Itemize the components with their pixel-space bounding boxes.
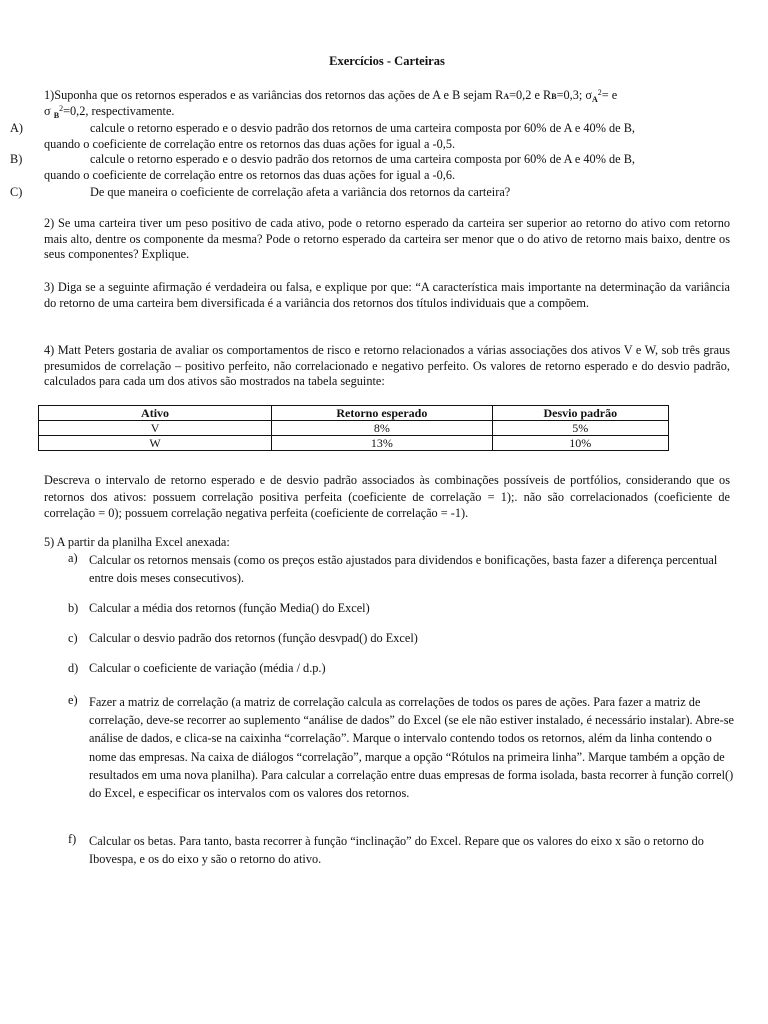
table-header-desvio: Desvio padrão [492,406,668,421]
q1-item-a-line1: calcule o retorno esperado e o desvio padrão dos retornos de uma carteira composta por 60% de A e 40% de B, [90,121,635,135]
q1-item-b-line2: quando o coeficiente de correlação entre os retornos das duas ações for igual a -0,6. [44,168,456,182]
table-cell: W [39,436,272,451]
table-row [39,436,669,451]
table-cell: V [39,421,272,436]
table-cell: 5% [492,421,668,436]
table-cell: 10% [492,436,668,451]
q5-item-c-text: Calcular o desvio padrão dos retornos (função desvpad() do Excel) [89,631,418,645]
sigma-a-superscript: 2 [597,88,602,97]
q1-item-b-label: B) [10,152,23,166]
asset-table [38,405,669,451]
sigma-b-subscript: B [53,111,60,120]
q5-item-f-text: Calcular os betas. Para tanto, basta recorrer à função “inclinação” do Excel. Repare que os valores do eixo x são o retorno do Ibovespa, e os do eixo y são o retorno do ativo. [89,834,704,866]
q5-item-d-text: Calcular o coeficiente de variação (média / d.p.) [89,661,326,675]
q5-item-b-text: Calcular a média dos retornos (função Media() do Excel) [89,601,370,615]
table-header-row [39,406,669,421]
table-row [39,421,669,436]
q5-intro: 5) A partir da planilha Excel anexada: [44,535,230,549]
q5-item-e-marker: e) [68,693,78,707]
rb-subscript: B [551,92,557,101]
sigma-b-value: =0,2, respectivamente. [63,104,175,118]
q1-item-b-line1: calcule o retorno esperado e o desvio padrão dos retornos de uma carteira composta por 60% de A e 40% de B, [90,152,635,166]
q1-item-a-label: A) [10,121,23,135]
sigma-b-superscript: 2 [59,104,64,113]
document-title: Exercícios - Carteiras [329,54,445,68]
q5-item-c-marker: c) [68,631,78,645]
q1-intro-text: 1)Suponha que os retornos esperados e as variâncias dos retornos das ações de A e B sejam R [44,88,504,102]
q4-text: 4) Matt Peters gostaria de avaliar os comportamentos de risco e retorno relacionados a várias associações dos ativos V e W, sob três graus presumidos de correlação – positivo perfeito, não correlacionado e negativo perfeito. Os valores de retorno esperado e do desvio padrão, calculados para cada um dos ativos são mostrados na tabela seguinte: [44,343,730,388]
q5-item-b-marker: b) [68,601,79,615]
rb-value: =0,3; σ [556,88,592,102]
q5-item-a-marker: a) [68,551,78,565]
q5-item-f-marker: f) [68,832,77,846]
ra-value: =0,2 e R [509,88,552,102]
sigma-a-subscript: A [592,95,598,104]
q5-item-a-text: Calcular os retornos mensais (como os preços estão ajustados para dividendos e bonificações, basta fazer a diferença percentual entre dois meses consecutivos). [89,553,718,585]
ra-subscript: A [503,92,510,101]
q1-intro-line2 [44,104,730,121]
q1-item-c-label: C) [10,185,23,199]
table-header-ativo: Ativo [39,406,272,421]
q1-item-c-line1: De que maneira o coeficiente de correlação afeta a variância dos retornos da carteira? [90,185,511,199]
table-cell: 8% [272,421,493,436]
table-cell: 13% [272,436,493,451]
table-header-retorno: Retorno esperado [272,406,493,421]
q2-text: 2) Se uma carteira tiver um peso positivo de cada ativo, pode o retorno esperado da carteira ser superior ao retorno do ativo com retorno mais alto, dentre os componente da mesma? Pode o retorno esperado da carteira ser menor que o do ativo de retorno mais baixo, dentre os seus componentes? Explique. [44,216,730,261]
sigma-a-value: = e [601,88,618,102]
q5-item-e-text: Fazer a matriz de correlação (a matriz de correlação calcula as correlações de todos os pares de ações. Para fazer a matriz de correlação, deve-se recorrer ao suplemento “análise de dados” do Excel (se ele não estiver instalado, é necessário instalar). Abre-se análise de dados, e clica-se na caixinha “correlação”. Marque o intervalo contendo todos os retornos, além da linha contendo o nome das empresas. Na caixa de diálogos “correlação”, marque a opção “Rótulos na primeira linha”. Marque também a opção de resultados em uma nova planilha). Para calcular a correlação entre duas empresas de forma isolada, basta recorrer à função correl() do Excel, e especificar os intervalos com os valores dos retornos. [89,695,734,801]
q4-after-text: Descreva o intervalo de retorno esperado e de desvio padrão associados às combinações possíveis de portfólios, considerando que os retornos dos ativos: possuem correlação positiva perfeita (coeficiente de correlação = 1);. não são correlacionados (coeficiente de correlação = 0); possuem correlação negativa perfeita (coeficiente de correlação = -1). [44,473,730,520]
q3-text: 3) Diga se a seguinte afirmação é verdadeira ou falsa, e explique por que: “A característica mais importante na determinação da variância do retorno de uma carteira bem diversificada é a variância dos retornos dos títulos individuais que a compõem. [44,280,730,310]
q5-item-d-marker: d) [68,661,79,675]
sigma-b-symbol: σ [44,104,51,118]
q1-intro [44,88,730,105]
q1-item-a-line2: quando o coeficiente de correlação entre os retornos das duas ações for igual a -0,5. [44,137,456,151]
